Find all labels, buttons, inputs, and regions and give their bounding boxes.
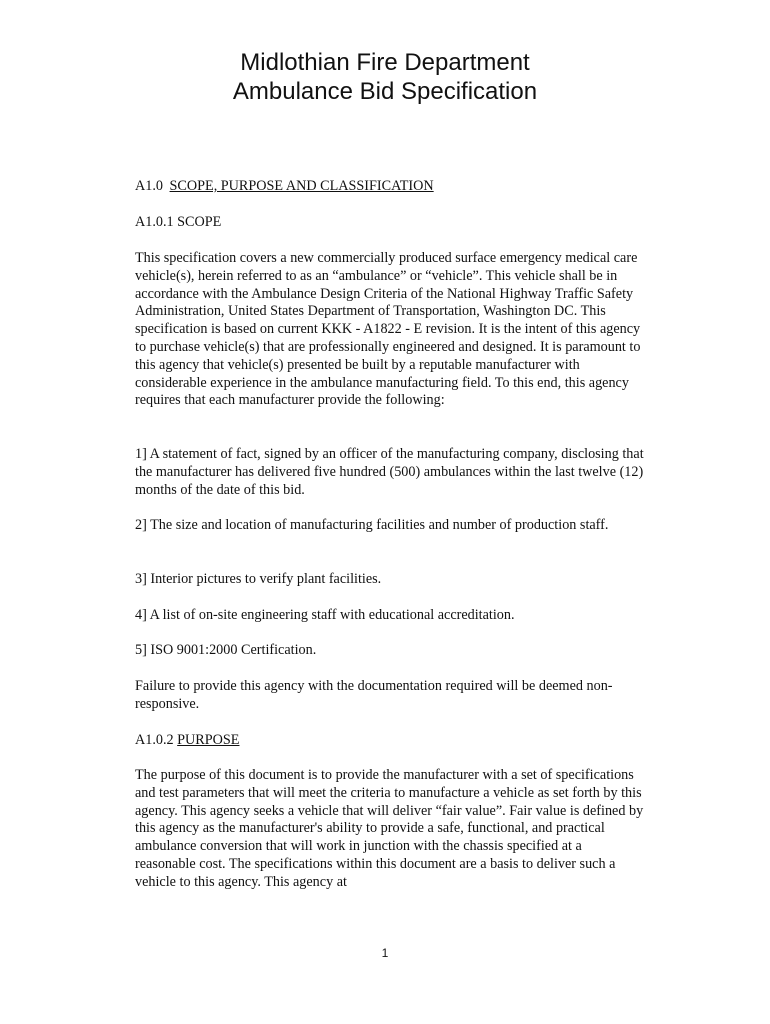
failure-note: Failure to provide this agency with the documentation required will be deemed non-responsive.	[135, 678, 613, 712]
document-title-line-1: Midlothian Fire Department	[240, 49, 530, 76]
page-number: 1	[381, 946, 389, 960]
purpose-heading-number: A1.0.2	[135, 732, 174, 748]
requirement-item-1: 1] A statement of fact, signed by an officer of the manufacturing company, disclosing that the manufacturer has delivered five hundred (500) ambulances within the last twelve (12) months of the date of this bid.	[135, 446, 644, 498]
requirement-item-4: 4] A list of on-site engineering staff with educational accreditation.	[135, 607, 515, 623]
purpose-heading-label: PURPOSE	[177, 732, 240, 748]
document-title-line-2: Ambulance Bid Specification	[232, 78, 538, 105]
section-number: A1.0	[135, 178, 163, 194]
requirement-item-3: 3] Interior pictures to verify plant facilities.	[135, 571, 382, 587]
requirement-item-5: 5] ISO 9001:2000 Certification.	[135, 642, 317, 658]
purpose-heading	[135, 732, 645, 750]
scope-paragraph: This specification covers a new commercially produced surface emergency medical care vehicle(s), herein referred to as an “ambulance” or “vehicle”. This vehicle shall be in accordance with the Ambulance Design Criteria of the National Highway Traffic Safety Administration, United States Department of Transportation, Washington DC. This specification is based on current KKK - A1822 - E revision. It is the intent of this agency to purchase vehicle(s) that are professionally engineered and designed. It is paramount to this agency that vehicle(s) presented be built by a reputable manufacturer with considerable experience in the ambulance manufacturing field. To this end, this agency requires that each manufacturer provide the following:	[135, 250, 641, 409]
purpose-paragraph: The purpose of this document is to provide the manufacturer with a set of specifications and test parameters that will meet the criteria to manufacture a vehicle as set forth by this agency. This agency seeks a vehicle that will deliver “fair value”. Fair value is defined by this agency as the manufacturer's ability to provide a safe, functional, and practical ambulance conversion that will work in junction with the chassis specified at a reasonable cost. The specifications within this document are a basis to deliver such a vehicle to this agency. This agency at	[135, 767, 644, 890]
scope-heading: A1.0.1 SCOPE	[135, 214, 222, 230]
requirement-item-2: 2] The size and location of manufacturing facilities and number of production staff.	[135, 517, 609, 533]
section-title: SCOPE, PURPOSE AND CLASSIFICATION	[169, 178, 434, 194]
section-heading	[135, 178, 645, 196]
